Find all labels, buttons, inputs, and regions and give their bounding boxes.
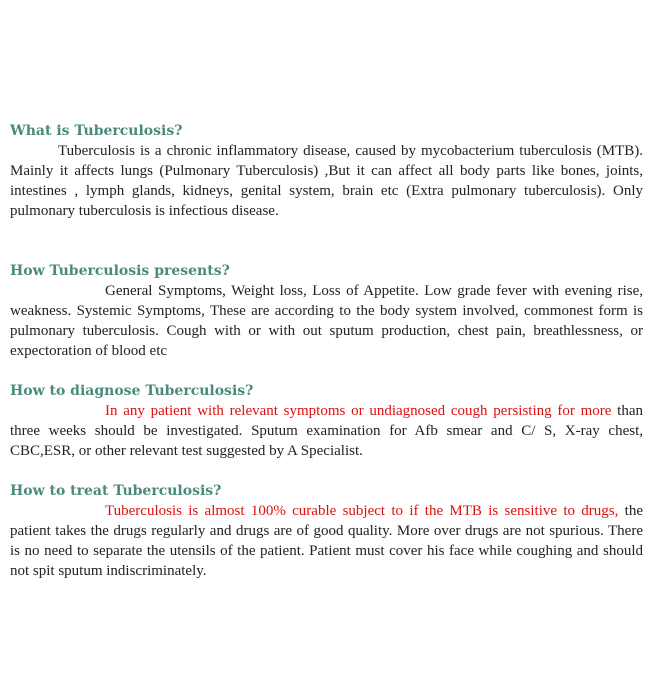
section-diagnose-tb [10,381,643,461]
section-heading: How to treat Tuberculosis? [10,483,222,499]
spacer [10,361,643,381]
section-treat-tb [10,481,643,581]
section-how-tb-presents [10,261,643,361]
paragraph-text: the patient takes the drugs regularly and drugs are of good quality. More over drugs are not spurious. There is no need to separate the utensils of the patient. Patient must cover his face while coughing and should not spit sputum indiscriminately. [10,503,643,579]
paragraph-text: Tuberculosis is a chronic inflammatory disease, caused by mycobacterium tuberculosis (MTB). Mainly it affects lungs (Pulmonary Tuberculosis) ,But it can affect all body parts like bones, joints, intestines , lymph glands, kidneys, genital system, brain etc (Extra pulmonary tuberculosis). Only pulmonary tuberculosis is infectious disease. [10,143,643,219]
highlighted-text: Tuberculosis is almost 100% curable subject to if the MTB is sensitive to drugs, [105,503,619,519]
highlighted-text: In any patient with relevant symptoms or undiagnosed cough persisting for more [105,403,612,419]
section-heading: How Tuberculosis presents? [10,263,230,279]
spacer [10,461,643,481]
section-heading: How to diagnose Tuberculosis? [10,383,254,399]
paragraph-text: than three weeks should be investigated. Sputum examination for Afb smear and C/ S, X-ray chest, CBC,ESR, or other relevant test suggested by A Specialist. [10,403,644,459]
section-paragraph [10,501,643,581]
paragraph-text: General Symptoms, Weight loss, Loss of Appetite. Low grade fever with evening rise, weakness. Systemic Symptoms, These are according to the body system involved, commonest form is pulmonary tuberculosis. Cough with or with out sputum production, chest pain, breathlessness, or expectoration of blood etc [10,283,643,359]
section-heading: What is Tuberculosis? [10,123,183,139]
section-paragraph [10,401,643,461]
spacer [10,221,643,261]
section-paragraph [10,141,643,221]
section-what-is-tb [10,121,643,221]
document-body [10,121,643,581]
section-paragraph [10,281,643,361]
